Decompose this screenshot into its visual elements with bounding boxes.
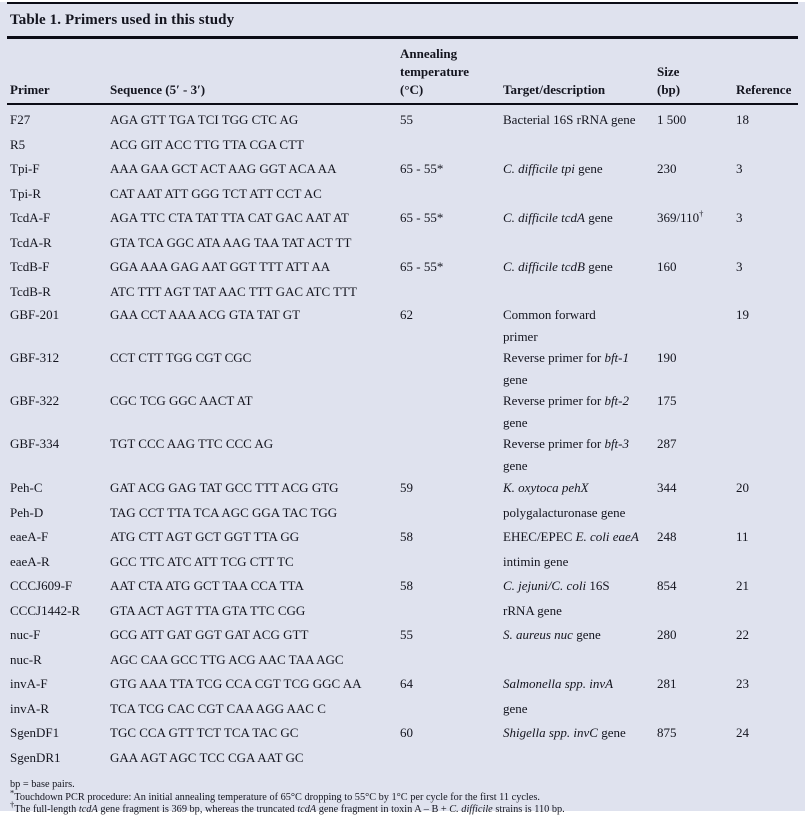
primer-name: eaeA-R <box>10 553 50 569</box>
reference-cell: 19 <box>736 307 749 322</box>
table-body <box>0 105 805 770</box>
annealing-temp-cell: 65 - 55* <box>400 259 444 274</box>
table-row <box>10 304 795 347</box>
primer-cell <box>10 390 110 433</box>
footnote: bp = base pairs. <box>10 779 75 790</box>
primer-cell <box>10 255 110 304</box>
primer-sequence: AGC CAA GCC TTG ACG AAC TAA AGC <box>110 651 344 667</box>
annealing-temp-cell: 65 - 55* <box>400 161 444 176</box>
primer-cell <box>10 157 110 206</box>
primer-sequence: AAA GAA GCT ACT AAG GGT ACA AA <box>110 161 337 176</box>
size-cell: 248 <box>657 529 677 544</box>
header-sequence: Sequence (5′ - 3′) <box>110 82 206 97</box>
target-cell: Shigella spp. invC gene <box>503 725 626 740</box>
primer-sequence: TCA TCG CAC CGT CAA AGG AAC C <box>110 700 326 716</box>
target-cell: Common forward primer <box>503 307 596 344</box>
size-cell: 160 <box>657 259 677 274</box>
reference-cell: 20 <box>736 480 749 495</box>
target-cell: Reverse primer for bft-1 gene <box>503 350 629 387</box>
sequence-cell <box>110 672 400 721</box>
primer-sequence: GAT ACG GAG TAT GCC TTT ACG GTG <box>110 480 339 495</box>
sequence-cell <box>110 157 400 206</box>
primer-name: R5 <box>10 136 26 152</box>
target-cell: Salmonella spp. invA gene <box>503 676 614 716</box>
primer-sequence: ATG CTT AGT GCT GGT TTA GG <box>110 529 300 544</box>
sequence-cell <box>110 574 400 623</box>
reference-cell: 3 <box>736 210 743 225</box>
annealing-temp-cell: 55 <box>400 112 413 127</box>
annealing-temp-cell: 55 <box>400 627 413 642</box>
primer-name: Tpi-F <box>10 161 40 176</box>
footnote: †The full-length tcdA gene fragment is 369 bp, whereas the truncated tcdA gene fragment in toxin A – B + C. difficile strains is 110 bp. <box>10 799 565 816</box>
primer-sequence: ACG GIT ACC TTG TTA CGA CTT <box>110 136 304 152</box>
primer-cell <box>10 574 110 623</box>
sequence-cell <box>110 304 400 347</box>
footnote: *Touchdown PCR procedure: An initial annealing temperature of 65°C dropping to 55°C by 1°C per cycle for the first 11 cycles. <box>10 787 540 803</box>
size-cell: 281 <box>657 676 677 691</box>
sequence-cell <box>110 623 400 672</box>
reference-cell: 3 <box>736 259 743 274</box>
header-size: Size (bp) <box>657 64 681 97</box>
reference-cell <box>736 433 795 476</box>
primer-sequence: GTA TCA GGC ATA AAG TAA TAT ACT TT <box>110 234 352 250</box>
table-row <box>10 255 795 304</box>
table-title: Table 1. Primers used in this study <box>10 12 235 28</box>
header-annealing-temperature: Annealing temperature (°C) <box>400 46 470 97</box>
primer-name: nuc-F <box>10 627 41 642</box>
target-cell: K. oxytoca pehX polygalacturonase gene <box>503 480 626 520</box>
reference-cell: 24 <box>736 725 749 740</box>
primer-name: SgenDR1 <box>10 749 61 765</box>
size-cell: 1 500 <box>657 112 687 127</box>
primer-name: eaeA-F <box>10 529 49 544</box>
reference-cell: 23 <box>736 676 749 691</box>
primer-name: CCCJ1442-R <box>10 602 81 618</box>
target-cell: C. difficile tcdB gene <box>503 259 613 274</box>
primer-cell <box>10 108 110 157</box>
primer-name: SgenDF1 <box>10 725 60 740</box>
primer-name: TcdB-R <box>10 283 51 299</box>
size-cell: 175 <box>657 393 677 408</box>
primer-sequence: TGC CCA GTT TCT TCA TAC GC <box>110 725 299 740</box>
primer-sequence: GTA ACT AGT TTA GTA TTC CGG <box>110 602 306 618</box>
size-cell: 287 <box>657 436 677 451</box>
primer-sequence: GCG ATT GAT GGT GAT ACG GTT <box>110 627 309 642</box>
sequence-cell <box>110 525 400 574</box>
primer-name: TcdB-F <box>10 259 50 274</box>
primer-name: GBF-312 <box>10 350 60 365</box>
target-cell: C. difficile tpi gene <box>503 161 603 176</box>
header-reference: Reference <box>736 82 792 97</box>
primer-name: Tpi-R <box>10 185 42 201</box>
sequence-cell <box>110 721 400 770</box>
primer-sequence: CCT CTT TGG CGT CGC <box>110 350 252 365</box>
reference-cell: 21 <box>736 578 749 593</box>
header-target-description: Target/description <box>503 82 606 97</box>
primer-cell <box>10 304 110 347</box>
sequence-cell <box>110 390 400 433</box>
primer-cell <box>10 433 110 476</box>
annealing-temp-cell <box>400 347 503 390</box>
primer-name: invA-R <box>10 700 49 716</box>
primer-cell <box>10 347 110 390</box>
primer-sequence: TAG CCT TTA TCA AGC GGA TAC TGG <box>110 504 338 520</box>
sequence-cell <box>110 347 400 390</box>
primer-name: CCCJ609-F <box>10 578 73 593</box>
size-cell: 875 <box>657 725 677 740</box>
paper-table-page <box>0 2 805 816</box>
footnotes <box>0 770 805 817</box>
primer-sequence: AGA TTC CTA TAT TTA CAT GAC AAT AT <box>110 210 349 225</box>
reference-cell: 11 <box>736 529 749 544</box>
primer-sequence: CAT AAT ATT GGG TCT ATT CCT AC <box>110 185 322 201</box>
annealing-temp-cell: 58 <box>400 529 413 544</box>
table-row <box>10 525 795 574</box>
annealing-temp-cell: 60 <box>400 725 413 740</box>
reference-cell <box>736 347 795 390</box>
annealing-temp-cell <box>400 433 503 476</box>
primer-name: Peh-C <box>10 480 43 495</box>
table-row <box>10 108 795 157</box>
reference-cell <box>736 390 795 433</box>
size-cell: 344 <box>657 480 677 495</box>
primer-name: nuc-R <box>10 651 42 667</box>
primer-cell <box>10 672 110 721</box>
primer-cell <box>10 476 110 525</box>
size-cell: 280 <box>657 627 677 642</box>
primer-name: GBF-322 <box>10 393 60 408</box>
sequence-cell <box>110 108 400 157</box>
primer-sequence: GCC TTC ATC ATT TCG CTT TC <box>110 553 294 569</box>
sequence-cell <box>110 255 400 304</box>
sequence-cell <box>110 206 400 255</box>
primer-sequence: AGA GTT TGA TCI TGG CTC AG <box>110 112 299 127</box>
primer-name: GBF-201 <box>10 307 60 322</box>
size-cell: 190 <box>657 350 677 365</box>
table-row <box>10 672 795 721</box>
size-cell: 369/110† <box>657 208 704 225</box>
primer-cell <box>10 206 110 255</box>
target-cell: Bacterial 16S rRNA gene <box>503 112 636 127</box>
primer-sequence: CGC TCG GGC AACT AT <box>110 393 253 408</box>
size-cell <box>657 304 736 347</box>
sequence-cell <box>110 433 400 476</box>
table-row <box>10 623 795 672</box>
primer-sequence: TGT CCC AAG TTC CCC AG <box>110 436 274 451</box>
primer-name: GBF-334 <box>10 436 60 451</box>
primer-sequence: GGA AAA GAG AAT GGT TTT ATT AA <box>110 259 331 274</box>
primer-sequence: GAA AGT AGC TCC CGA AAT GC <box>110 749 304 765</box>
target-cell: EHEC/EPEC E. coli eaeA intimin gene <box>503 529 639 569</box>
annealing-temp-cell: 59 <box>400 480 413 495</box>
table-row <box>10 476 795 525</box>
primer-cell <box>10 525 110 574</box>
annealing-temp-cell: 65 - 55* <box>400 210 444 225</box>
primer-sequence: ATC TTT AGT TAT AAC TTT GAC ATC TTT <box>110 283 357 299</box>
primer-name: TcdA-R <box>10 234 52 250</box>
primer-sequence: AAT CTA ATG GCT TAA CCA TTA <box>110 578 304 593</box>
table-row <box>10 347 795 390</box>
size-cell: 230 <box>657 161 677 176</box>
table-row <box>10 157 795 206</box>
primer-cell <box>10 623 110 672</box>
table-row <box>10 433 795 476</box>
primer-name: Peh-D <box>10 504 44 520</box>
header-primer: Primer <box>10 82 50 97</box>
table-row <box>10 721 795 770</box>
primer-name: invA-F <box>10 676 48 691</box>
primer-cell <box>10 721 110 770</box>
reference-cell: 3 <box>736 161 743 176</box>
primer-name: TcdA-F <box>10 210 51 225</box>
table-row <box>10 390 795 433</box>
annealing-temp-cell: 58 <box>400 578 413 593</box>
table-header-row <box>0 39 805 103</box>
target-cell: Reverse primer for bft-3 gene <box>503 436 629 473</box>
annealing-temp-cell: 64 <box>400 676 413 691</box>
primer-name: F27 <box>10 112 31 127</box>
target-cell: S. aureus nuc gene <box>503 627 601 642</box>
reference-cell: 18 <box>736 112 749 127</box>
size-cell: 854 <box>657 578 677 593</box>
sequence-cell <box>110 476 400 525</box>
target-cell: C. jejuni/C. coli 16S rRNA gene <box>503 578 610 618</box>
primer-sequence: GTG AAA TTA TCG CCA CGT TCG GGC AA <box>110 676 362 691</box>
primer-sequence: GAA CCT AAA ACG GTA TAT GT <box>110 307 301 322</box>
annealing-temp-cell <box>400 390 503 433</box>
annealing-temp-cell: 62 <box>400 307 413 322</box>
table-row <box>10 574 795 623</box>
table-row <box>10 206 795 255</box>
target-cell: Reverse primer for bft-2 gene <box>503 393 629 430</box>
reference-cell: 22 <box>736 627 749 642</box>
target-cell: C. difficile tcdA gene <box>503 210 613 225</box>
